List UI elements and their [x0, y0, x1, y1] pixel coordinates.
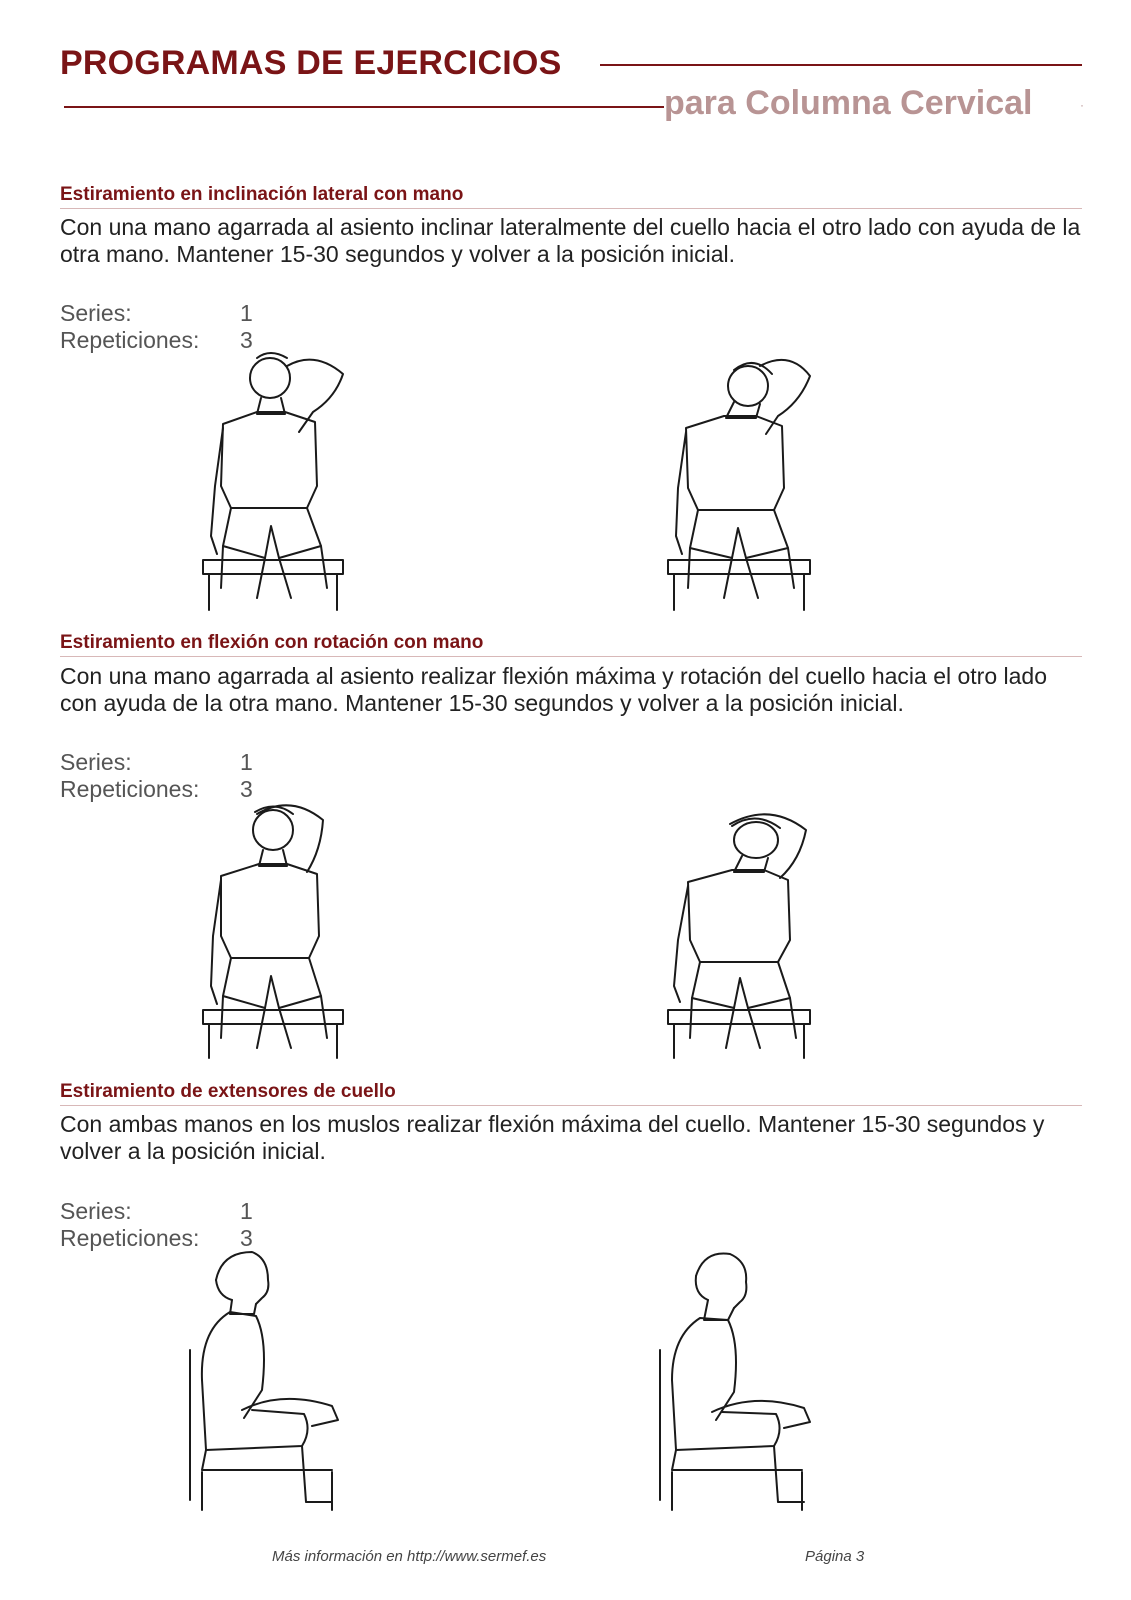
header-mark: · [1080, 98, 1084, 112]
exercise-2-description: Con una mano agarrada al asiento realizar flexión máxima y rotación del cuello hacia el otro lado con ayuda de la otra mano. Mantener 15-30 segundos y volver a la posición inicial. [60, 663, 1048, 716]
exercise-1-start-illustration [195, 336, 375, 618]
exercise-2-series-value: 1 [240, 749, 253, 775]
page-number: Página 3 [805, 1548, 865, 1565]
exercise-3-repetitions-value: 3 [240, 1225, 253, 1251]
footer-info: Más información en http://www.sermef.es [272, 1548, 547, 1565]
page-title: PROGRAMAS DE EJERCICIOS [60, 44, 562, 82]
exercise-1-series-value: 1 [240, 300, 253, 326]
exercise-1-repetitions-value: 3 [240, 327, 253, 353]
exercise-2-start-illustration [195, 786, 375, 1066]
exercise-3-description: Con ambas manos en los muslos realizar flexión máxima del cuello. Mantener 15-30 segundos y volver a la posición inicial. [60, 1111, 1045, 1164]
exercise-1-repetitions-label: Repeticiones: [60, 327, 200, 353]
exercise-3-series-label: Series: [60, 1198, 132, 1224]
page-subtitle: para Columna Cervical [664, 84, 1033, 122]
exercise-3-start-illustration [182, 1240, 392, 1520]
exercise-2-repetitions-value: 3 [240, 776, 253, 802]
exercise-1-description: Con una mano agarrada al asiento inclinar lateralmente del cuello hacia el otro lado con ayuda de la otra mano. Mantener 15-30 segundos y volver a la posición inicial. [60, 214, 1081, 267]
header-rule-top [600, 64, 1082, 66]
exercise-2-series-label: Series: [60, 749, 132, 775]
exercise-3-title: Estiramiento de extensores de cuello [60, 1081, 1082, 1106]
exercise-2-end-illustration [660, 786, 840, 1066]
exercise-3-series-value: 1 [240, 1198, 253, 1224]
exercise-3-repetitions-label: Repeticiones: [60, 1225, 200, 1251]
exercise-1-series-label: Series: [60, 300, 132, 326]
header-rule-bottom [64, 106, 664, 108]
exercise-1-end-illustration [660, 336, 840, 618]
exercise-3-end-illustration [650, 1240, 860, 1520]
exercise-2-repetitions-label: Repeticiones: [60, 776, 200, 802]
exercise-1-title: Estiramiento en inclinación lateral con mano [60, 184, 1082, 209]
exercise-2-title: Estiramiento en flexión con rotación con mano [60, 632, 1082, 657]
